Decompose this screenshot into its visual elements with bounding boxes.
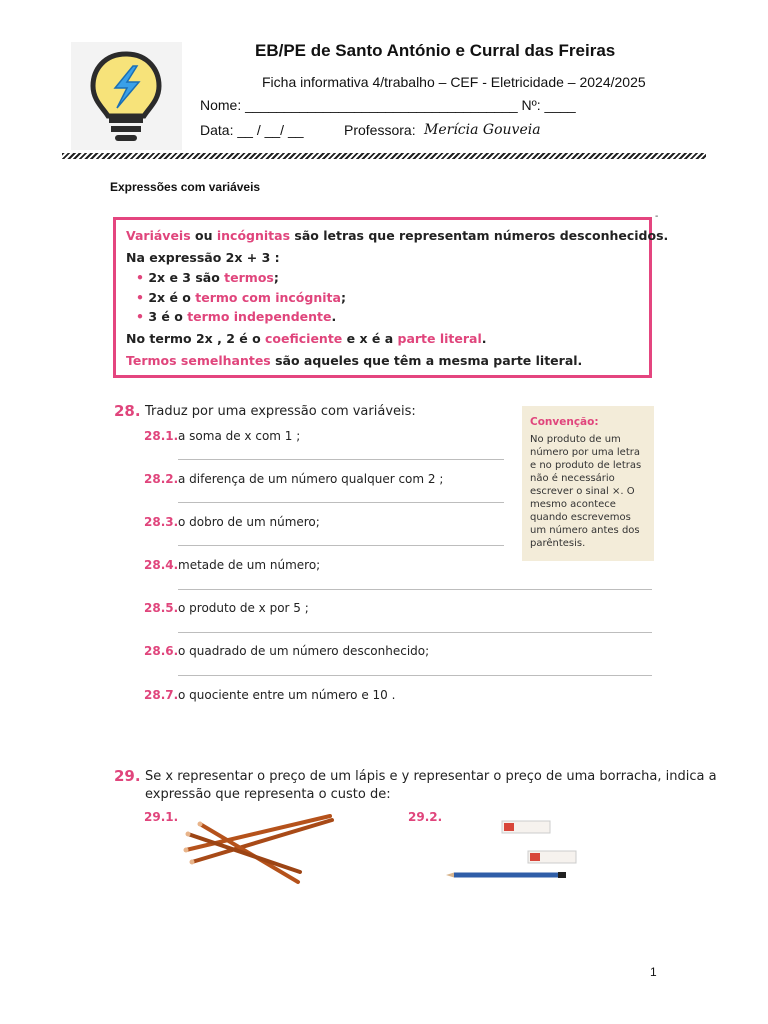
item-28-6-text: o quadrado de um número desconhecido; [178,644,430,658]
answer-line-28-2[interactable] [178,502,504,503]
definition-line-similar-terms: Termos semelhantes são aqueles que têm a mesma parte literal. [126,353,583,368]
answer-line-28-6[interactable] [178,675,652,676]
item-29-1-number: 29.1. [144,810,179,824]
definition-line-variables: Variáveis ou incógnitas são letras que representam números desconhecidos. [126,228,669,243]
teacher-label: Professora: [344,122,416,138]
item-28-2-text: a diferença de um número qualquer com 2 ; [178,472,444,486]
definition-bullet-independent-term: • 3 é o termo independente. [136,309,337,324]
convention-title: Convenção: [530,416,599,428]
erasers-and-pencil-illustration [440,815,580,885]
item-28-1-text: a soma de x com 1 ; [178,429,301,443]
pencils-illustration [180,810,340,890]
page-number: 1 [650,965,657,979]
item-28-4-number: 28.4. [144,558,179,572]
item-28-7-number: 28.7. [144,688,179,702]
definition-bullet-terms: • 2x e 3 são termos; [136,270,279,285]
item-28-4-text: metade de um número; [178,558,321,572]
item-28-5-number: 28.5. [144,601,179,615]
convention-box [522,406,654,561]
answer-line-28-5[interactable] [178,632,652,633]
item-28-2-number: 28.2. [144,472,179,486]
teacher-signature: Merícia Gouveia [424,122,541,138]
stray-mark: - [655,211,659,222]
name-line: Nome: ___________________________________ Nº: ____ [200,97,576,113]
convention-text: No produto de um número por uma letra e no produto de letras não é necessário escrever o sinal ×. O mesmo acontece quando escrevemos um número antes dos parêntesis. [530,434,642,549]
item-28-6-number: 28.6. [144,644,179,658]
item-28-3-number: 28.3. [144,515,179,529]
definition-line-coefficient: No termo 2x , 2 é o coeficiente e x é a parte literal. [126,331,487,346]
answer-line-28-1[interactable] [178,459,504,460]
section-title: Expressões com variáveis [110,180,261,194]
definition-box [113,217,669,378]
exercise-29-line2: expressão que representa o custo de: [145,787,391,802]
exercise-28-number: 28. [114,402,141,420]
answer-line-28-3[interactable] [178,545,504,546]
item-29-2-number: 29.2. [408,810,443,824]
exercise-29-number: 29. [114,767,141,785]
worksheet-subtitle: Ficha informativa 4/trabalho – CEF - Eletricidade – 2024/2025 [262,74,646,90]
item-28-7-text: o quociente entre um número e 10 . [178,688,396,702]
lightbulb-icon [71,42,182,150]
date-line: Data: __ / __/ __ [200,122,304,138]
decorative-divider [62,153,706,159]
item-28-3-text: o dobro de um número; [178,515,320,529]
school-logo [71,42,182,150]
exercise-29-line1: Se x representar o preço de um lápis e y representar o preço de uma borracha, indica a [145,769,717,784]
definition-line-expression: Na expressão 2x + 3 : [126,250,280,265]
definition-bullet-unknown-term: • 2x é o termo com incógnita; [136,290,346,305]
answer-line-28-4[interactable] [178,589,652,590]
exercise-28-prompt: Traduz por uma expressão com variáveis: [145,404,416,419]
item-28-5-text: o produto de x por 5 ; [178,601,309,615]
item-28-1-number: 28.1. [144,429,179,443]
school-name: EB/PE de Santo António e Curral das Freiras [255,41,616,60]
